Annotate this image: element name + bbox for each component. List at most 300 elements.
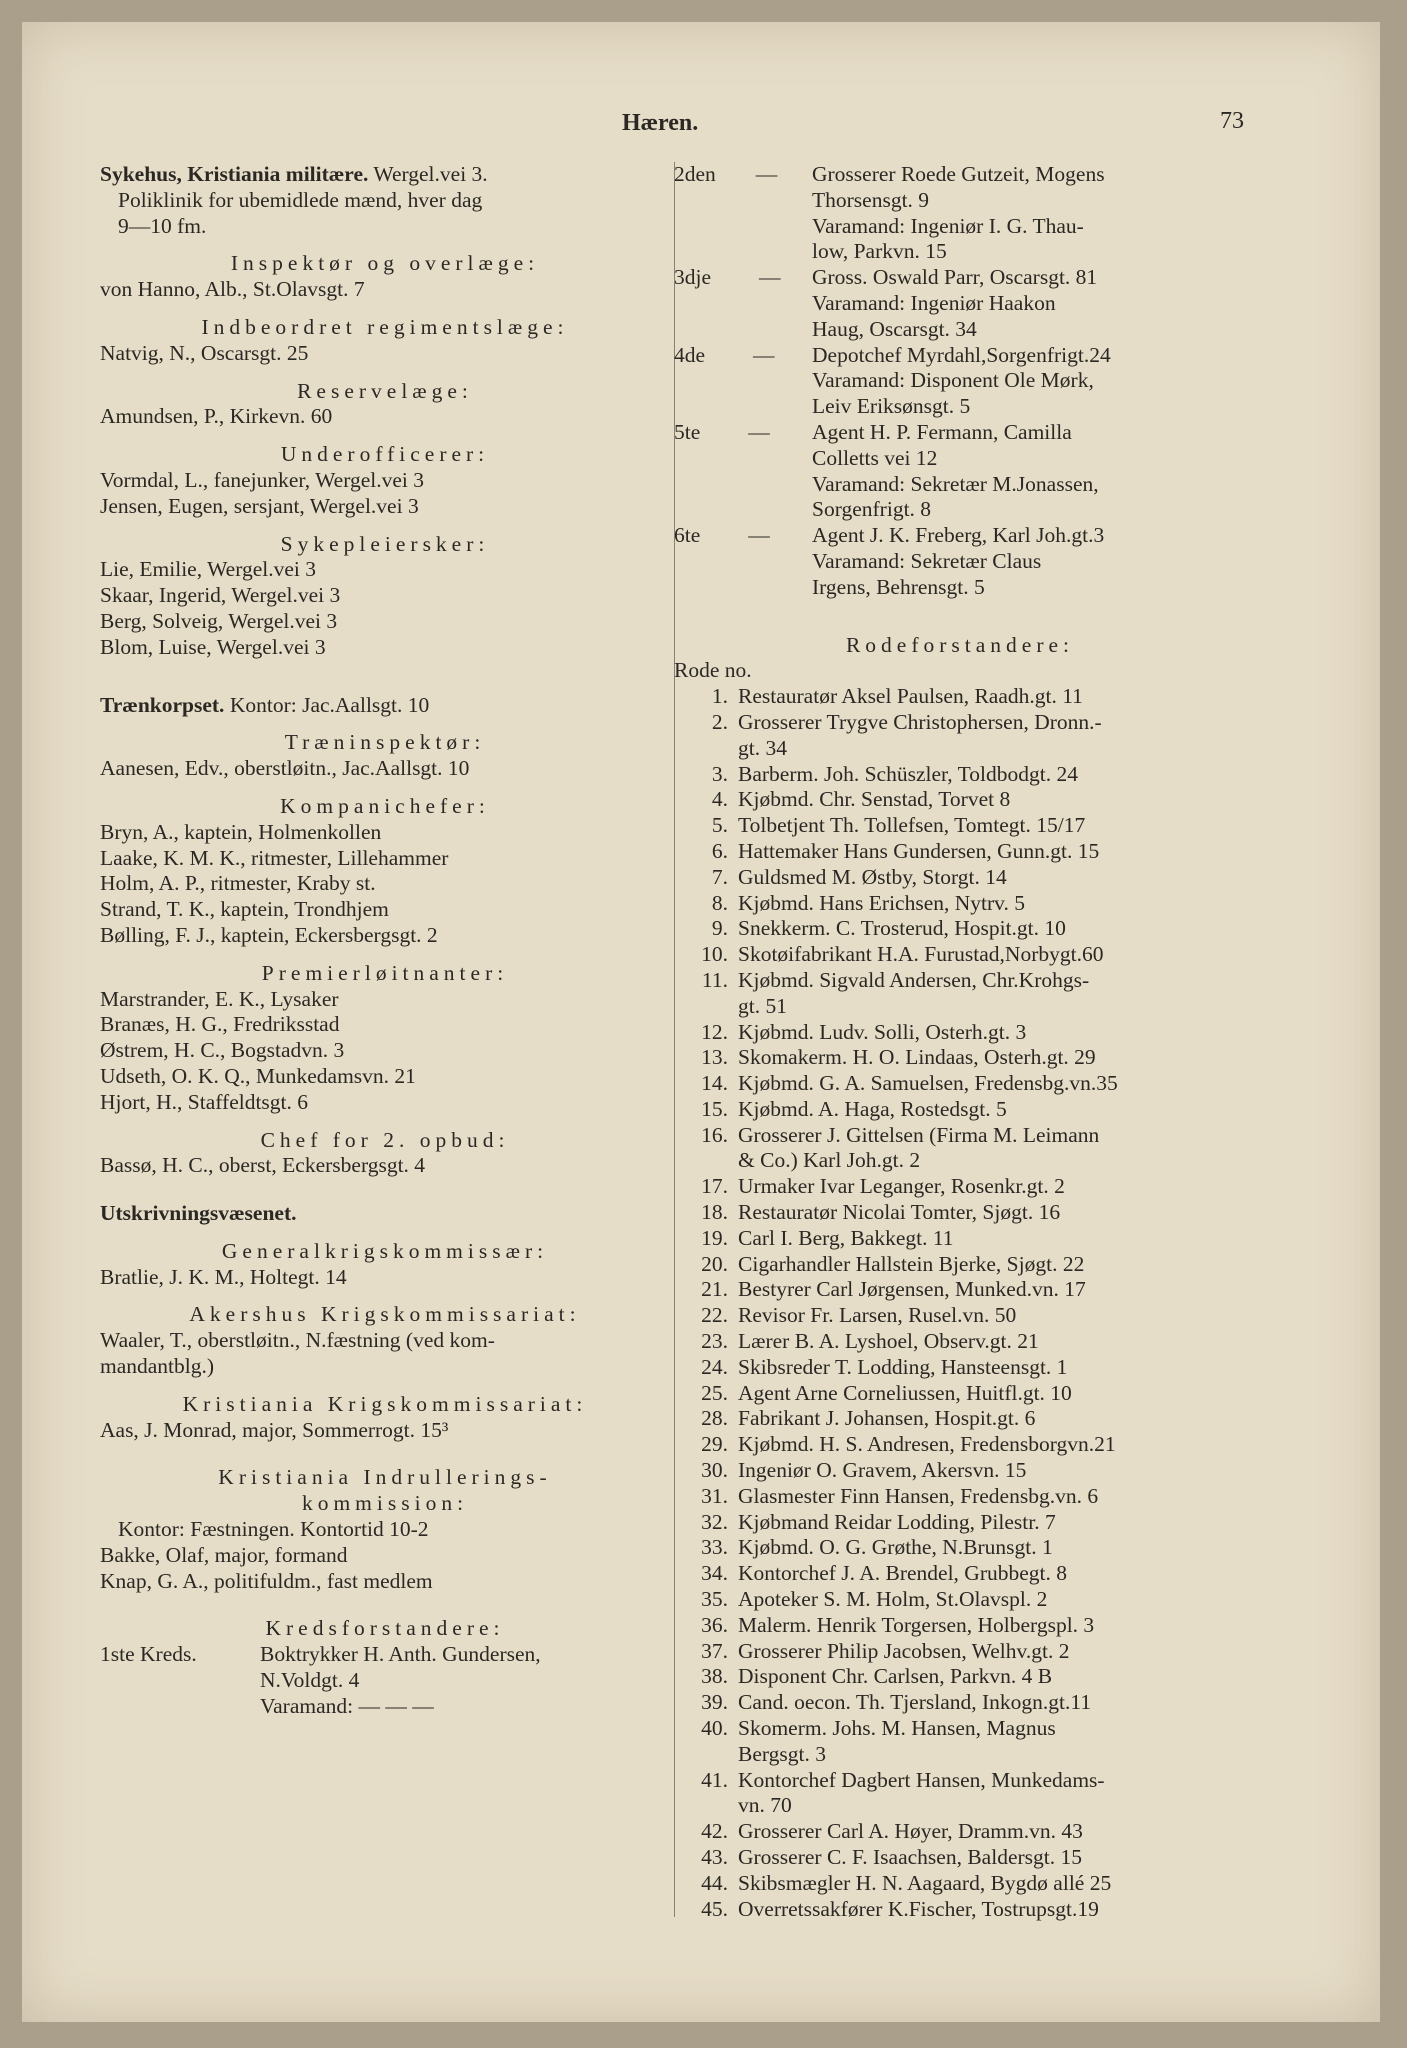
- section-entry: Laake, K. M. K., ritmester, Lillehammer: [100, 845, 449, 870]
- rode-entry: [674, 1020, 1246, 1046]
- utskrivning-sections: [100, 1227, 670, 1444]
- rode-entry: [674, 684, 1246, 710]
- rode-body: [738, 1845, 1246, 1871]
- ward-line: Sorgenfrigt. 8: [812, 497, 932, 522]
- section-heading: Inspektør og overlæge:: [230, 251, 540, 276]
- indrullering-heading-cont: kommission:: [301, 1491, 469, 1516]
- ward-body: [812, 523, 1246, 600]
- rode-entry: [674, 865, 1246, 891]
- rode-body: [738, 710, 1246, 762]
- section-entry: Lie, Emilie, Wergel.vei 3: [100, 557, 316, 582]
- rode-body: [738, 1252, 1246, 1278]
- ward-line: Varamand: Sekretær Claus: [812, 548, 1042, 573]
- rode-line: Kjøbmd. Chr. Senstad, Torvet 8: [738, 787, 1011, 812]
- rode-number: 18.: [701, 1200, 728, 1225]
- rode-line: Kjøbmd. H. S. Andresen, Fredensborgvn.21: [738, 1432, 1116, 1457]
- rode-line: Agent Arne Corneliussen, Huitfl.gt. 10: [738, 1380, 1072, 1405]
- kreds-label: 1ste Kreds.: [100, 1642, 197, 1667]
- rode-entry: [674, 1819, 1246, 1845]
- rode-line: gt. 51: [738, 993, 787, 1018]
- rode-body: [738, 1381, 1246, 1407]
- rode-line: Urmaker Ivar Leganger, Rosenkr.gt. 2: [738, 1174, 1065, 1199]
- rode-body: [738, 1484, 1246, 1510]
- rode-entry: [674, 1613, 1246, 1639]
- ward-body: [812, 343, 1246, 420]
- section-entry: Natvig, N., Oscarsgt. 25: [100, 340, 309, 365]
- rode-body: [738, 1226, 1246, 1252]
- rode-entry: [674, 1303, 1246, 1329]
- rode-line: Fabrikant J. Johansen, Hospit.gt. 6: [738, 1406, 1036, 1431]
- document-page: [22, 22, 1380, 2022]
- rode-line: Kjøbmd. A. Haga, Rostedsgt. 5: [738, 1096, 1007, 1121]
- ward-number: [674, 343, 812, 420]
- rode-line: Grosserer Trygve Christophersen, Dronn.-: [738, 709, 1102, 734]
- rode-number: 14.: [701, 1071, 728, 1096]
- rode-number: 43.: [701, 1845, 728, 1869]
- rode-line: Cand. oecon. Th. Tjersland, Inkogn.gt.11: [738, 1690, 1092, 1715]
- rode-body: [738, 865, 1246, 891]
- rode-body: [738, 1639, 1246, 1665]
- sykehus-address: Wergel.vei 3.: [373, 162, 488, 186]
- rode-line: Ingeniør O. Gravem, Akersvn. 15: [738, 1458, 1027, 1483]
- section-gap: [100, 782, 670, 794]
- rode-entry: [674, 1458, 1246, 1484]
- section-entry: mandantblg.): [100, 1354, 215, 1379]
- rode-number: 41.: [701, 1767, 728, 1792]
- rode-entry: [674, 1510, 1246, 1536]
- rode-entry: [674, 787, 1246, 813]
- rode-line: Snekkerm. C. Trosterud, Hospit.gt. 10: [738, 916, 1066, 941]
- rode-number: 17.: [701, 1174, 728, 1199]
- sykehus-sections: [100, 239, 670, 660]
- ward-entry: [674, 265, 1246, 342]
- left-column: [100, 162, 670, 1720]
- rode-entry: [674, 1716, 1246, 1768]
- rode-entry: [674, 1226, 1246, 1252]
- rode-entry: [674, 762, 1246, 788]
- ward-entry: [674, 420, 1246, 523]
- section-gap: [100, 239, 670, 251]
- rode-body: [738, 813, 1246, 839]
- rode-number: 40.: [701, 1716, 728, 1741]
- rode-body: [738, 1174, 1246, 1200]
- rode-label: Rode no.: [674, 658, 752, 683]
- section-gap: [100, 1227, 670, 1239]
- rode-line: Bergsgt. 3: [738, 1741, 826, 1766]
- rode-entry: [674, 916, 1246, 942]
- rode-number: 38.: [701, 1664, 728, 1689]
- section-entry: Jensen, Eugen, sersjant, Wergel.vei 3: [100, 493, 419, 518]
- rode-line: Skibsmægler H. N. Aagaard, Bygdø allé 25: [738, 1870, 1112, 1895]
- ward-number: [674, 523, 812, 600]
- indrullering-heading: Kristiania Indrullerings-: [218, 1465, 552, 1490]
- rode-number: 11.: [701, 967, 728, 992]
- ward-line: Leiv Eriksønsgt. 5: [812, 394, 971, 419]
- rode-line: Glasmester Finn Hansen, Fredensbg.vn. 6: [738, 1483, 1099, 1508]
- rode-body: [738, 1071, 1246, 1097]
- section-entry: Berg, Solveig, Wergel.vei 3: [100, 608, 338, 633]
- rode-entry: [674, 1123, 1246, 1175]
- section-entry: Bratlie, J. K. M., Holtegt. 14: [100, 1264, 347, 1289]
- section-heading: Underofficerer:: [280, 442, 490, 467]
- rode-body: [738, 891, 1246, 917]
- ward-dash: —: [748, 523, 770, 548]
- rode-body: [738, 1613, 1246, 1639]
- section-gap: [100, 367, 670, 379]
- sykehus-title: Sykehus, Kristiania militære.: [100, 162, 369, 186]
- ward-dash: —: [753, 342, 775, 367]
- rode-line: Kjøbmd. Sigvald Andersen, Chr.Krohgs-: [738, 967, 1090, 992]
- ward-dash: —: [755, 162, 778, 186]
- section-heading: Akershus Krigskommissariat:: [189, 1302, 581, 1327]
- rode-body: [738, 1716, 1246, 1768]
- rode-body: [738, 1664, 1246, 1690]
- section-heading: Indbeordret regimentslæge:: [201, 314, 569, 339]
- rode-entry: [674, 1871, 1246, 1897]
- ward-entry: [674, 162, 1246, 265]
- rode-body: [738, 1303, 1246, 1329]
- section-gap: [100, 520, 670, 532]
- section-entry: Skaar, Ingerid, Wergel.vei 3: [100, 583, 341, 608]
- rode-entry: [674, 1355, 1246, 1381]
- ward-dash: —: [759, 265, 781, 290]
- rode-line: Malerm. Henrik Torgersen, Holbergspl. 3: [738, 1612, 1095, 1637]
- rode-number: 35.: [701, 1587, 728, 1612]
- section-heading: Chef for 2. opbud:: [260, 1127, 510, 1152]
- rode-number: 22.: [701, 1303, 728, 1328]
- section-entry: Branæs, H. G., Fredriksstad: [100, 1012, 340, 1037]
- ward-line: Depotchef Myrdahl,Sorgenfrigt.24: [812, 342, 1111, 367]
- rode-line: Skomerm. Johs. M. Hansen, Magnus: [738, 1716, 1056, 1741]
- section-gap: [100, 303, 670, 315]
- ward-line: Varamand: Sekretær M.Jonassen,: [812, 471, 1099, 496]
- rode-body: [738, 1432, 1246, 1458]
- rode-entry: [674, 1897, 1246, 1923]
- rode-number: 2.: [711, 709, 728, 734]
- kreds-body: [260, 1642, 670, 1719]
- rode-line: Grosserer C. F. Isaachsen, Baldersgt. 15: [738, 1845, 1082, 1869]
- rode-number: 30.: [701, 1458, 728, 1483]
- section-entry: Strand, T. K., kaptein, Trondhjem: [100, 897, 389, 922]
- rode-body: [738, 1535, 1246, 1561]
- rode-body: [738, 684, 1246, 710]
- sykehus-note-line: Poliklinik for ubemidlede mænd, hver dag: [118, 187, 483, 212]
- rode-entry: [674, 1484, 1246, 1510]
- rode-entry: [674, 813, 1246, 839]
- rode-entry: [674, 1845, 1246, 1871]
- rode-number: 42.: [701, 1819, 728, 1844]
- section-entry: Marstrander, E. K., Lysaker: [100, 986, 339, 1011]
- rode-entry: [674, 1200, 1246, 1226]
- rode-entry: [674, 710, 1246, 762]
- rode-number: 9.: [711, 916, 728, 941]
- rode-line: Skotøifabrikant H.A. Furustad,Norbygt.60: [738, 942, 1104, 967]
- rode-body: [738, 1406, 1246, 1432]
- rode-line: & Co.) Karl Joh.gt. 2: [738, 1148, 921, 1173]
- ward-number: [674, 265, 812, 342]
- rode-body: [738, 787, 1246, 813]
- kreds-line: N.Voldgt. 4: [260, 1668, 360, 1693]
- rode-entry: [674, 1406, 1246, 1432]
- traenkorpset-sections: [100, 718, 670, 1179]
- rode-entry: [674, 1639, 1246, 1665]
- rode-line: Kjøbmd. Hans Erichsen, Nytrv. 5: [738, 890, 1026, 915]
- section-entry: Amundsen, P., Kirkevn. 60: [100, 404, 333, 429]
- kreds-line: Varamand: — — —: [260, 1693, 434, 1718]
- rode-entry: [674, 1690, 1246, 1716]
- rode-line: Hattemaker Hans Gundersen, Gunn.gt. 15: [738, 838, 1100, 863]
- page-number: 73: [1220, 108, 1244, 134]
- rode-number: 15.: [701, 1096, 728, 1121]
- rode-body: [738, 1355, 1246, 1381]
- rode-body: [738, 762, 1246, 788]
- rode-entry: [674, 968, 1246, 1020]
- rode-number: 44.: [701, 1870, 728, 1895]
- rode-entry: [674, 1432, 1246, 1458]
- ward-line: Grosserer Roede Gutzeit, Mogens: [812, 162, 1105, 186]
- ward-line: Varamand: Ingeniør I. G. Thau-: [812, 213, 1084, 238]
- rode-entry: [674, 1329, 1246, 1355]
- rode-line: Kontorchef Dagbert Hansen, Munkedams-: [738, 1767, 1105, 1792]
- rode-number: 33.: [701, 1535, 728, 1560]
- section-entry: Aas, J. Monrad, major, Sommerrogt. 15³: [100, 1417, 449, 1442]
- section-entry: Østrem, H. C., Bogstadvn. 3: [100, 1038, 345, 1063]
- rode-number: 21.: [701, 1277, 728, 1302]
- rode-line: Restauratør Nicolai Tomter, Sjøgt. 16: [738, 1200, 1061, 1225]
- indrullering-entry: Bakke, Olaf, major, formand: [100, 1542, 348, 1567]
- rode-number: 25.: [701, 1380, 728, 1405]
- rode-body: [738, 1123, 1246, 1175]
- kreds-entry: [100, 1642, 670, 1719]
- rode-body: [738, 1897, 1246, 1923]
- ward-line: Thorsensgt. 9: [812, 187, 930, 212]
- rode-line: Tolbetjent Th. Tollefsen, Tomtegt. 15/17: [738, 813, 1086, 838]
- rode-number: 45.: [701, 1896, 728, 1921]
- ward-line: Colletts vei 12: [812, 445, 938, 470]
- indrullering-office: Kontor: Fæstningen. Kontortid 10-2: [118, 1517, 429, 1542]
- rode-entry: [674, 1768, 1246, 1820]
- rode-entry: [674, 1045, 1246, 1071]
- rodeforstandere-heading: Rodeforstandere:: [845, 632, 1075, 657]
- rode-number: 4.: [711, 787, 728, 812]
- rode-line: Barberm. Joh. Schüszler, Toldbodgt. 24: [738, 761, 1079, 786]
- ward-line: Gross. Oswald Parr, Oscarsgt. 81: [812, 265, 1098, 290]
- rode-line: Bestyrer Carl Jørgensen, Munked.vn. 17: [738, 1277, 1086, 1302]
- section-entry: Blom, Luise, Wergel.vei 3: [100, 634, 326, 659]
- section-heading: Generalkrigskommissær:: [221, 1238, 549, 1263]
- rode-entry: [674, 1097, 1246, 1123]
- section-entry: Waaler, T., oberstløitn., N.fæstning (ved kom-: [100, 1328, 495, 1353]
- ward-list: [674, 162, 1246, 601]
- rode-body: [738, 1768, 1246, 1820]
- section-entry: Holm, A. P., ritmester, Kraby st.: [100, 871, 376, 896]
- traenkorpset-heading-line: [100, 693, 670, 719]
- rode-body: [738, 968, 1246, 1020]
- rode-line: vn. 70: [738, 1793, 792, 1818]
- rode-number: 28.: [701, 1406, 728, 1431]
- rode-line: Guldsmed M. Østby, Storgt. 14: [738, 864, 1007, 889]
- rode-body: [738, 1561, 1246, 1587]
- sykehus-heading-line: [100, 162, 670, 188]
- rode-number: 10.: [701, 942, 728, 967]
- ward-line: Irgens, Behrensgt. 5: [812, 574, 985, 599]
- ward-body: [812, 420, 1246, 523]
- section-entry: Hjort, H., Staffeldtsgt. 6: [100, 1089, 309, 1114]
- section-heading: Reservelæge:: [297, 378, 473, 403]
- rode-line: Kjøbmand Reidar Lodding, Pilestr. 7: [738, 1509, 1056, 1534]
- rode-number: 1.: [711, 684, 728, 709]
- rode-body: [738, 1690, 1246, 1716]
- rode-body: [738, 1020, 1246, 1046]
- kredsforstandere-heading: Kredsforstandere:: [265, 1616, 505, 1641]
- rode-entry: [674, 1277, 1246, 1303]
- sykehus-note-line: 9—10 fm.: [118, 213, 207, 238]
- rode-line: Lærer B. A. Lyshoel, Observ.gt. 21: [738, 1329, 1039, 1354]
- rode-body: [738, 1871, 1246, 1897]
- traenkorpset-title: Trænkorpset.: [100, 692, 225, 717]
- ward-number-text: 4de: [674, 342, 706, 367]
- section-heading: Træninspektør:: [284, 730, 486, 755]
- section-entry: Bølling, F. J., kaptein, Eckersbergsgt. 2: [100, 922, 438, 947]
- rode-number: 6.: [711, 838, 728, 863]
- rode-body: [738, 1329, 1246, 1355]
- ward-number-text: 6te: [674, 523, 701, 548]
- rode-number: 16.: [701, 1122, 728, 1147]
- rode-body: [738, 1819, 1246, 1845]
- ward-line: low, Parkvn. 15: [812, 239, 947, 264]
- rode-entry: [674, 839, 1246, 865]
- section-heading: Kompanichefer:: [280, 793, 490, 818]
- rode-entry: [674, 1071, 1246, 1097]
- traenkorpset-office: Kontor: Jac.Aallsgt. 10: [229, 692, 430, 717]
- ward-line: Haug, Oscarsgt. 34: [812, 316, 977, 341]
- section-entry: Vormdal, L., fanejunker, Wergel.vei 3: [100, 467, 425, 492]
- rode-number: 32.: [701, 1509, 728, 1534]
- utskrivning-title: Utskrivningsvæsenet.: [100, 1201, 297, 1226]
- rode-body: [738, 1458, 1246, 1484]
- rode-number: 7.: [711, 864, 728, 889]
- ward-line: Agent H. P. Fermann, Camilla: [812, 419, 1072, 444]
- ward-line: Varamand: Disponent Ole Mørk,: [812, 368, 1094, 393]
- rode-line: gt. 34: [738, 735, 787, 760]
- ward-body: [812, 265, 1246, 342]
- rode-number: 13.: [701, 1045, 728, 1070]
- ward-number-text: 5te: [674, 419, 701, 444]
- rode-line: Overretssakfører K.Fischer, Tostrupsgt.19: [738, 1896, 1099, 1921]
- rode-number: 5.: [711, 813, 728, 838]
- section-gap: [100, 949, 670, 961]
- section-heading: Kristiania Krigskommissariat:: [182, 1391, 588, 1416]
- rode-line: Apoteker S. M. Holm, St.Olavspl. 2: [738, 1587, 1048, 1612]
- ward-number: [674, 162, 812, 265]
- rode-line: Restauratør Aksel Paulsen, Raadh.gt. 11: [738, 684, 1083, 709]
- section-gap: [100, 1290, 670, 1302]
- rode-number: 23.: [701, 1329, 728, 1354]
- kreds-line: Boktrykker H. Anth. Gundersen,: [260, 1642, 541, 1667]
- rode-entry: [674, 1535, 1246, 1561]
- section-gap: [100, 430, 670, 442]
- ward-body: [812, 162, 1246, 265]
- section-heading: Premierløitnanter:: [261, 960, 509, 985]
- rode-body: [738, 916, 1246, 942]
- rode-line: Disponent Chr. Carlsen, Parkvn. 4 B: [738, 1664, 1053, 1689]
- rode-entry: [674, 891, 1246, 917]
- rode-line: Skibsreder T. Lodding, Hansteensgt. 1: [738, 1354, 1068, 1379]
- section-gap: [100, 718, 670, 730]
- rode-number: 31.: [701, 1483, 728, 1508]
- rode-entry: [674, 1381, 1246, 1407]
- ward-entry: [674, 523, 1246, 600]
- section-gap: [100, 1116, 670, 1128]
- right-column: [674, 162, 1246, 1922]
- rode-body: [738, 942, 1246, 968]
- rode-entry: [674, 1174, 1246, 1200]
- rode-line: Cigarhandler Hallstein Bjerke, Sjøgt. 22: [738, 1251, 1085, 1276]
- ward-number-text: 2den: [674, 162, 716, 186]
- section-entry: Bassø, H. C., oberst, Eckersbergsgt. 4: [100, 1153, 426, 1178]
- rode-number: 20.: [701, 1251, 728, 1276]
- rode-number: 19.: [701, 1225, 728, 1250]
- ward-number-text: 3dje: [674, 265, 712, 290]
- rode-number: 39.: [701, 1690, 728, 1715]
- rode-line: Skomakerm. H. O. Lindaas, Osterh.gt. 29: [738, 1045, 1096, 1070]
- rode-number: 37.: [701, 1638, 728, 1663]
- rode-body: [738, 839, 1246, 865]
- ward-number: [674, 420, 812, 523]
- rode-line: Kjøbmd. O. G. Grøthe, N.Brunsgt. 1: [738, 1535, 1053, 1560]
- rode-entry: [674, 1561, 1246, 1587]
- rode-entry: [674, 942, 1246, 968]
- rode-line: Carl I. Berg, Bakkegt. 11: [738, 1225, 954, 1250]
- rode-line: Revisor Fr. Larsen, Rusel.vn. 50: [738, 1303, 1017, 1328]
- rode-line: Grosserer Philip Jacobsen, Welhv.gt. 2: [738, 1638, 1070, 1663]
- rode-number: 3.: [711, 761, 728, 786]
- rode-line: Grosserer J. Gittelsen (Firma M. Leimann: [738, 1122, 1100, 1147]
- rode-entry: [674, 1664, 1246, 1690]
- indrullering-entry: Knap, G. A., politifuldm., fast medlem: [100, 1568, 433, 1593]
- section-entry: Udseth, O. K. Q., Munkedamsvn. 21: [100, 1063, 416, 1088]
- ward-line: Varamand: Ingeniør Haakon: [812, 290, 1056, 315]
- rode-line: Kjøbmd. G. A. Samuelsen, Fredensbg.vn.35: [738, 1071, 1118, 1096]
- rode-line: Kjøbmd. Ludv. Solli, Osterh.gt. 3: [738, 1019, 1027, 1044]
- rode-number: 24.: [701, 1354, 728, 1379]
- section-heading: Sykepleiersker:: [280, 531, 490, 556]
- section-entry: von Hanno, Alb., St.Olavsgt. 7: [100, 277, 365, 302]
- rode-body: [738, 1097, 1246, 1123]
- section-entry: Aanesen, Edv., oberstløitn., Jac.Aallsgt. 10: [100, 756, 470, 781]
- section-gap: [100, 1380, 670, 1392]
- rode-body: [738, 1277, 1246, 1303]
- rode-line: Grosserer Carl A. Høyer, Dramm.vn. 43: [738, 1819, 1083, 1844]
- rode-number: 34.: [701, 1561, 728, 1586]
- page-header-title: Hæren.: [622, 110, 699, 136]
- rode-list: [674, 684, 1246, 1922]
- rode-body: [738, 1587, 1246, 1613]
- rode-entry: [674, 1252, 1246, 1278]
- rode-number: 8.: [711, 890, 728, 915]
- rode-body: [738, 1510, 1246, 1536]
- rode-number: 36.: [701, 1612, 728, 1637]
- rode-body: [738, 1200, 1246, 1226]
- section-entry: Bryn, A., kaptein, Holmenkollen: [100, 819, 382, 844]
- rode-entry: [674, 1587, 1246, 1613]
- rode-number: 12.: [701, 1019, 728, 1044]
- rode-line: Kontorchef J. A. Brendel, Grubbegt. 8: [738, 1561, 1067, 1586]
- ward-entry: [674, 343, 1246, 420]
- rode-body: [738, 1045, 1246, 1071]
- ward-line: Agent J. K. Freberg, Karl Joh.gt.3: [812, 523, 1105, 548]
- ward-dash: —: [748, 419, 770, 444]
